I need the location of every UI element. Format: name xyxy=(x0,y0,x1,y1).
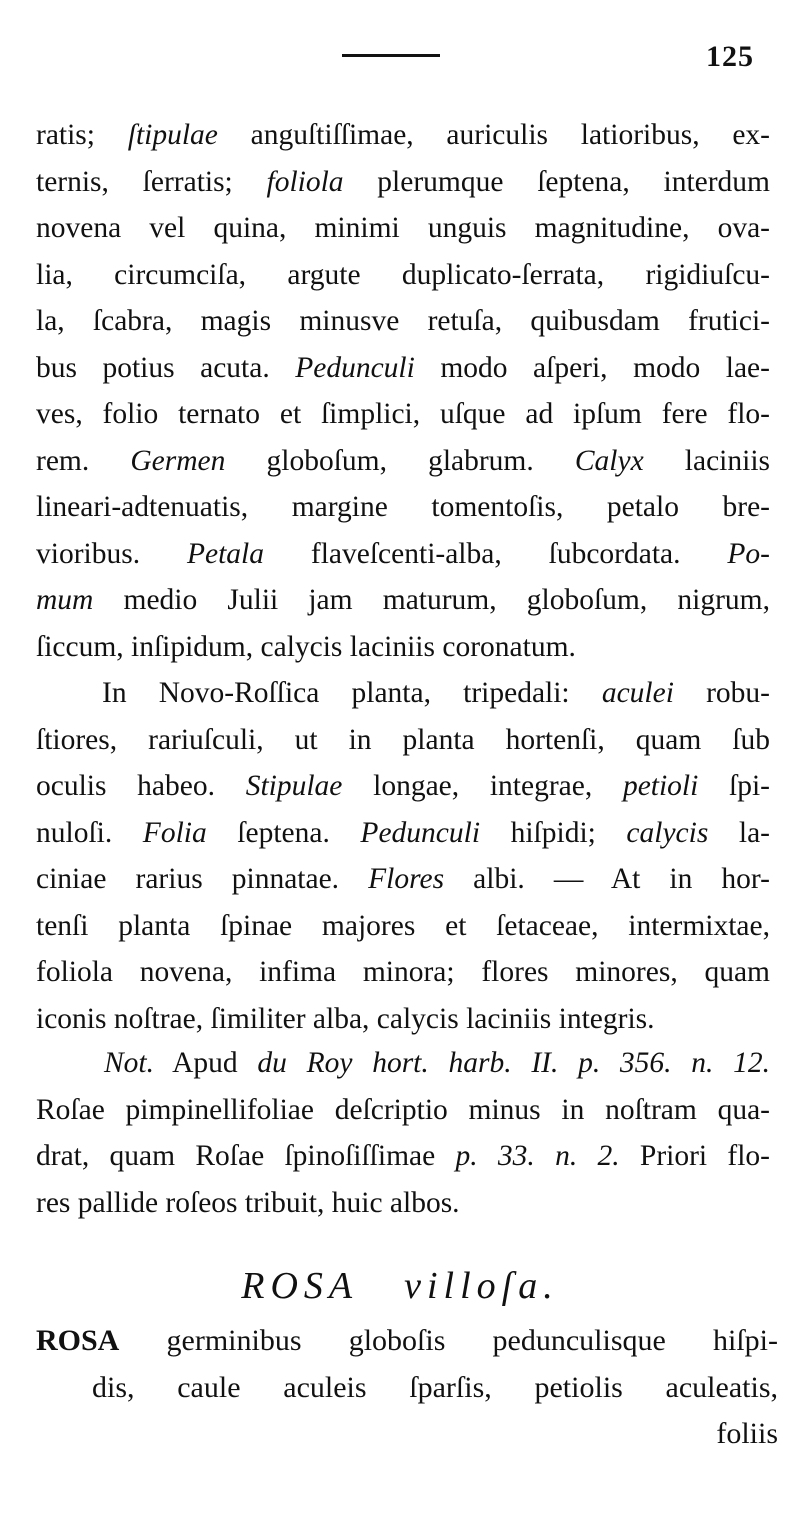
text-line xyxy=(36,345,770,392)
text-run: la, ſcabra, magis minusve retuſa, quibusdam frutici- xyxy=(36,305,770,337)
text-run: la- xyxy=(708,816,770,849)
text-run: medio Julii jam maturum, globoſum, nigrum, xyxy=(93,584,770,616)
text-run: In Novo-Roſſica planta, tripedali: xyxy=(102,677,602,709)
diagnosis-block xyxy=(36,1318,778,1458)
text-run: ſiccum, inſipidum, calycis laciniis coronatum. xyxy=(36,630,576,663)
text-line xyxy=(36,298,770,345)
text-run: Apud xyxy=(154,1047,258,1079)
text-line xyxy=(36,1087,770,1134)
text-line xyxy=(36,949,770,996)
diagnosis-line-text: foliis xyxy=(716,1417,778,1450)
text-run: laciniis xyxy=(643,444,770,477)
text-line xyxy=(36,205,770,252)
italic-term: Pedunculi xyxy=(360,816,481,849)
text-run: anguſtiſſimae, auriculis latioribus, ex- xyxy=(217,119,770,151)
text-line xyxy=(36,996,770,1043)
text-line xyxy=(36,438,770,485)
text-run: ſpi- xyxy=(698,770,771,802)
text-run: flaveſcenti-alba, ſubcordata. xyxy=(264,537,728,570)
species-heading xyxy=(0,1264,800,1308)
text-line xyxy=(36,484,770,531)
diagnosis-line xyxy=(36,1365,778,1412)
text-line xyxy=(36,252,770,299)
text-line xyxy=(36,717,770,764)
text-line xyxy=(36,1040,770,1087)
text-run: Roſae pimpinellifoliae deſcriptio minus in noſtram qua- xyxy=(36,1093,770,1126)
italic-term: ſtipulae xyxy=(127,119,218,151)
italic-term: foliola xyxy=(266,165,344,198)
italic-term: mum xyxy=(36,584,94,616)
italic-term: calycis xyxy=(626,816,709,849)
text-run: longae, integrae, xyxy=(342,770,623,802)
italic-term: Germen xyxy=(130,444,226,477)
text-line xyxy=(36,159,770,206)
page-number: 125 xyxy=(706,40,754,73)
text-run: lia, circumciſa, argute duplicato-ſerrata, rigidiuſcu- xyxy=(36,258,770,291)
text-run: Priori flo- xyxy=(619,1140,771,1172)
text-line xyxy=(36,391,770,438)
italic-term: petioli xyxy=(622,770,699,802)
italic-term: Flores xyxy=(368,863,445,895)
text-run: nuloſi. xyxy=(36,816,143,849)
text-line xyxy=(36,670,770,717)
italic-term: Pedunculi xyxy=(295,351,415,384)
description-body xyxy=(36,112,770,1042)
text-run: bus potius acuta. xyxy=(36,351,296,384)
main-paragraph xyxy=(36,112,770,670)
text-line xyxy=(36,856,770,903)
text-run: lineari-adtenuatis, margine tomentoſis, petalo bre- xyxy=(36,491,770,523)
text-line xyxy=(36,810,770,857)
note-paragraph xyxy=(36,1040,770,1226)
text-line xyxy=(36,1133,770,1180)
text-run: ſtiores, rariuſculi, ut in planta hortenſi, quam ſub xyxy=(36,723,770,756)
text-line xyxy=(36,624,770,671)
text-run: novena vel quina, minimi unguis magnitudine, ova- xyxy=(36,212,770,244)
italic-term: Petala xyxy=(186,537,264,570)
diagnosis-line xyxy=(36,1318,778,1365)
italic-term: aculei xyxy=(601,677,674,709)
text-run: modo aſperi, modo lae- xyxy=(414,351,770,384)
text-run: globoſum, glabrum. xyxy=(225,444,575,477)
italic-term: Stipulae xyxy=(245,770,343,802)
italic-term: Not. xyxy=(104,1047,154,1079)
species-epithet: villoſa. xyxy=(404,1265,559,1307)
note-block xyxy=(36,1040,770,1226)
text-run: hiſpidi; xyxy=(480,816,627,849)
diagnosis-line-text: dis, caule aculeis ſparſis, petiolis aculeatis, xyxy=(92,1370,778,1404)
text-run: plerumque ſeptena, interdum xyxy=(343,165,770,198)
diagnosis-lead: ROSA xyxy=(36,1324,120,1357)
italic-term: Folia xyxy=(142,816,207,849)
text-run: ratis; xyxy=(36,119,128,151)
text-run: albi. — At in hor- xyxy=(444,863,770,895)
second-paragraph xyxy=(36,670,770,1042)
text-run: ves, folio ternato et ſimplici, uſque ad ipſum fere flo- xyxy=(36,398,770,430)
text-line xyxy=(36,112,770,159)
italic-term: p. 33. n. 2. xyxy=(455,1140,620,1172)
text-line xyxy=(36,903,770,950)
text-run: drat, quam Roſae ſpinoſiſſimae xyxy=(36,1140,456,1172)
diagnosis-line xyxy=(36,1411,778,1458)
text-run: ſeptena. xyxy=(206,816,361,849)
diagnosis-line-text: germinibus globoſis pedunculisque hiſpi- xyxy=(119,1324,778,1357)
species-genus: ROSA xyxy=(241,1265,359,1307)
text-line xyxy=(36,577,770,624)
text-run: oculis habeo. xyxy=(36,770,246,802)
text-run: iconis noſtrae, ſimiliter alba, calycis laciniis integris. xyxy=(36,1002,655,1035)
text-run: robu- xyxy=(673,677,770,709)
text-line xyxy=(36,763,770,810)
text-run: ternis, ſerratis; xyxy=(36,165,267,198)
italic-term: du Roy hort. harb. II. p. 356. n. 12. xyxy=(257,1047,770,1079)
text-run: res pallide roſeos tribuit, huic albos. xyxy=(36,1186,460,1219)
text-run: rem. xyxy=(36,444,131,477)
text-run: ciniae rarius pinnatae. xyxy=(36,863,369,895)
text-run: vioribus. xyxy=(36,537,187,570)
text-line xyxy=(36,1180,770,1227)
header-rule xyxy=(342,54,440,57)
text-run: tenſi planta ſpinae majores et ſetaceae, intermixtae, xyxy=(36,909,770,942)
text-run: foliola novena, infima minora; flores minores, quam xyxy=(36,956,770,988)
italic-term: Po- xyxy=(727,537,770,570)
italic-term: Calyx xyxy=(574,444,644,477)
text-line xyxy=(36,531,770,578)
